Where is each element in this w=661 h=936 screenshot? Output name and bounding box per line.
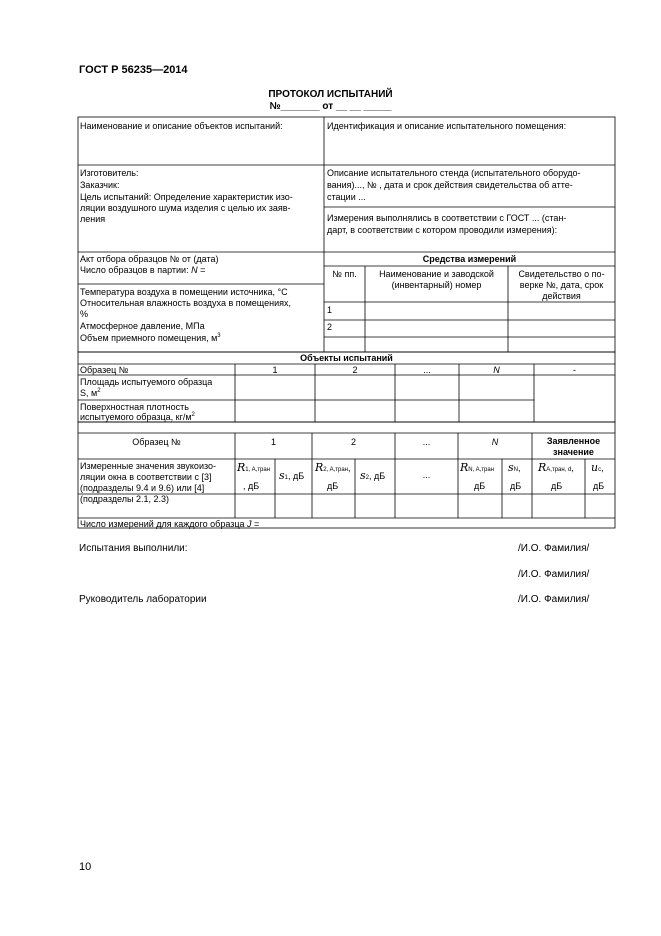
volume-label: Объем приемного помещения, $м^3$ (80, 333, 221, 343)
values-label-4: (подразделы 2.1, 2.3) (80, 494, 169, 504)
objects-description-label: Наименование и описание объектов испытаний: (80, 121, 283, 131)
s2-symbol: s2, дБ (360, 469, 386, 482)
rn-symbol: RN, A,тран (460, 461, 495, 474)
document-header: ГОСТ Р 56235—2014 (79, 64, 188, 76)
rd-symbol: RA,тран, d, (538, 461, 574, 474)
manufacturer-label: Изготовитель: (80, 168, 139, 178)
pressure-label: Атмосферное давление, МПа (80, 321, 205, 331)
s1-symbol: s1, дБ (279, 469, 305, 482)
measurement-count-label: Число измерений для каждого образца J = (80, 519, 260, 529)
values-label-1: Измеренные значения звукоизо- (80, 461, 216, 471)
measure-col-2: 2 (350, 437, 356, 447)
means-col-cert: Свидетельство о по- верке №, дата, срок действия (518, 269, 605, 301)
means-row-1: 1 (327, 305, 333, 315)
declared-value-header: Заявленное значение (546, 436, 601, 457)
gost-line-1: Измерения выполнялись в соответствии с ГОСТ ... (стан- (327, 213, 567, 223)
density-label-1: Поверхностная плотность (80, 402, 189, 412)
values-label-3: (подразделы 9.4 и 9.6) или [4] (80, 483, 205, 493)
r2-unit: дБ (327, 481, 339, 491)
means-col-num: № пп. (332, 269, 357, 279)
room-description-label: Идентификация и описание испытательного помещения: (327, 121, 567, 131)
rn-unit: дБ (474, 481, 486, 491)
gost-line-2: дарт, в соответствии с котором проводили измерения): (327, 225, 558, 235)
objects-title: Объекты испытаний (300, 353, 393, 363)
uc-unit: дБ (593, 481, 605, 491)
lab-head-label: Руководитель лаборатории (79, 594, 207, 605)
objects-col-dash: - (573, 365, 576, 375)
values-label-2: ляции окна в соответствии с [3] (80, 472, 212, 482)
uc-symbol: uc, (591, 461, 604, 474)
measure-col-1: 1 (270, 437, 276, 447)
measure-dots: ... (422, 470, 431, 480)
stand-line-3: стации ... (327, 192, 366, 202)
objects-col-1: 1 (272, 365, 278, 375)
lab-head-name: /И.О. Фамилия/ (518, 594, 590, 605)
sample-count-label: Число образцов в партии: N = (80, 265, 206, 275)
performer-name-1: /И.О. Фамилия/ (518, 543, 590, 554)
humidity-label-1: Относительная влажность воздуха в помещениях, (80, 298, 291, 308)
objects-col-2: 2 (352, 365, 358, 375)
protocol-number-line: №_______ от __ __ _____ (269, 101, 392, 112)
objects-col-n: N (493, 365, 500, 375)
means-row-2: 2 (327, 322, 333, 332)
performed-by-label: Испытания выполнили: (79, 543, 188, 554)
customer-label: Заказчик: (80, 180, 120, 190)
rd-unit: дБ (551, 481, 563, 491)
goal-line-1: Цель испытаний: Определение характеристик изо- (80, 192, 293, 202)
measure-sample-label: Образец № (132, 437, 181, 447)
sn-symbol: sN, (508, 461, 521, 474)
sn-unit: дБ (510, 481, 522, 491)
measure-col-dots: ... (422, 437, 431, 447)
r2-symbol: R2, A,тран, (315, 461, 351, 474)
objects-col-dots: ... (423, 365, 431, 375)
means-col-name: Наименование и заводской (инвентарный) номер (379, 269, 494, 290)
area-label-1: Площадь испытуемого образца (80, 377, 213, 387)
measure-col-n: N (491, 437, 499, 447)
goal-line-2: ляции воздушного шума изделия с целью их заяв- (80, 203, 291, 213)
means-title: Средства измерений (422, 254, 517, 264)
protocol-title: ПРОТОКОЛ ИСПЫТАНИЙ (268, 89, 393, 100)
r1-unit: , дБ (243, 481, 260, 491)
goal-line-3: ления (80, 214, 106, 224)
stand-line-1: Описание испытательного стенда (испытательного оборудо- (327, 168, 581, 178)
page-number: 10 (79, 861, 92, 873)
r1-symbol: R1, A,тран (237, 461, 271, 474)
area-label-2: S, $м^2$ (80, 388, 101, 398)
humidity-label-2: % (80, 309, 89, 319)
performer-name-2: /И.О. Фамилия/ (518, 569, 590, 580)
stand-line-2: вания)..., № , дата и срок действия свидетельства об атте- (327, 180, 573, 190)
sample-act-label: Акт отбора образцов № от (дата) (80, 254, 219, 264)
temperature-label: Температура воздуха в помещении источника, °С (80, 287, 288, 297)
objects-sample-label: Образец № (80, 365, 129, 375)
density-label-2: испытуемого образца, $кг/м^2$ (80, 412, 195, 422)
